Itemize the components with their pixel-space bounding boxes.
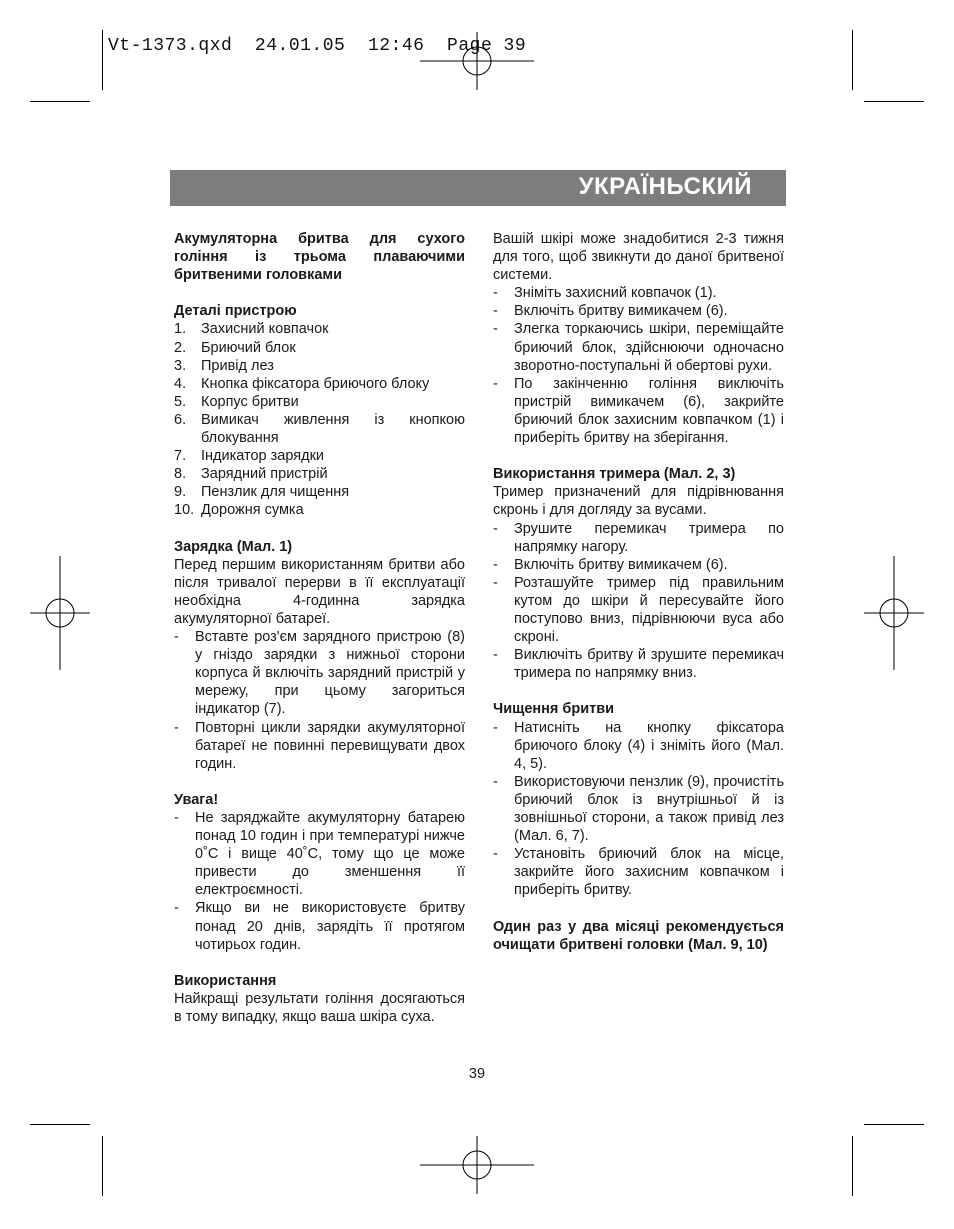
list-item: - Вставте роз'єм зарядного пристрою (8) у гніздо зарядки з нижньої сторони корпуса й включіть зарядний пристрій у мережу, при цьому загориться індикатор (7).: [174, 629, 465, 718]
crop-mark: [30, 101, 90, 102]
parts-title: Деталі пристрою: [174, 303, 297, 320]
list-item: 9. Пензлик для чищення: [174, 484, 350, 501]
recommendation-text: Один раз у два місяці рекомендується очищати бритвені головки (Мал. 9, 10): [493, 918, 784, 953]
page-number: 39: [468, 1066, 486, 1082]
trimmer-title: Використання тримера (Мал. 2, 3): [493, 466, 736, 483]
list-item: 7. Індикатор зарядки: [174, 448, 325, 465]
cleaning-list: [493, 719, 784, 900]
list-item: 1. Захисний ковпачок: [174, 321, 329, 338]
list-item: 5. Корпус бритви: [174, 393, 299, 410]
list-item: - Використовуючи пензлик (9), прочистіть бриючий блок із внутрішньої й із зовнішньої сторони, а також привід лез (Мал. 6, 7).: [493, 773, 784, 845]
list-item: - Злегка торкаючись шкіри, переміщайте бриючий блок, здійснюючи одночасно зворотно-поступальні й обертові рухи.: [493, 321, 784, 374]
warning-title: Увага!: [174, 791, 219, 808]
list-item: - Виключіть бритву й зрушите перемикач тримера по напрямку вниз.: [493, 647, 784, 682]
crop-mark: [30, 1124, 90, 1125]
list-item: - Розташуйте тример під правильним кутом до шкіри й пересувайте його поступово вниз, підрівнюючи вуса або скроні.: [493, 574, 784, 646]
trimmer-text: Тример призначений для підрівнювання скронь і для догляду за вусами.: [493, 484, 784, 519]
print-slug: Vt-1373.qxd 24.01.05 12:46 Page 39: [108, 36, 527, 56]
usage-list: [493, 284, 784, 447]
charging-list: [174, 628, 465, 773]
registration-mark-icon: [30, 556, 90, 670]
list-item: - Натисніть на кнопку фіксатора бриючого блоку (4) і зніміть його (Мал. 4, 5).: [493, 719, 784, 772]
registration-mark-icon: [864, 556, 924, 670]
usage-title: Використання: [174, 972, 277, 989]
left-column: [174, 230, 465, 1026]
language-banner: [170, 170, 786, 206]
charging-text: Перед першим використанням бритви або після тривалої перерви в її експлуатації необхідна 4-годинна зарядка акумуляторної батареї.: [174, 556, 465, 627]
list-item: 2. Бриючий блок: [174, 339, 296, 356]
crop-mark: [864, 1124, 924, 1125]
list-item: - Включіть бритву вимикачем (6).: [493, 303, 728, 320]
list-item: 4. Кнопка фіксатора бриючого блоку: [174, 375, 430, 392]
intro-title: Акумуляторна бритва для сухого гоління із трьома плаваючими бритвеними головками: [174, 231, 465, 284]
list-item: 6. Вимикач живлення із кнопкою блокування: [174, 411, 465, 447]
crop-mark: [852, 30, 853, 90]
list-item: - Установіть бриючий блок на місце, закрийте його захисним ковпачком і приберіть бритву.: [493, 846, 784, 899]
crop-mark: [102, 30, 103, 90]
list-item: - Включіть бритву вимикачем (6).: [493, 556, 728, 573]
list-item: - По закінченню гоління виключіть пристрій вимикачем (6), закрийте бриючий блок захисним ковпачком (1) і приберіть бритву на зберігання.: [493, 375, 784, 447]
charging-title: Зарядка (Мал. 1): [174, 538, 293, 555]
parts-list: [174, 320, 465, 519]
list-item: - Повторні цикли зарядки акумуляторної батареї не повинні перевищувати двох годин.: [174, 719, 465, 772]
cleaning-title: Чищення бритви: [493, 701, 615, 718]
right-column: [493, 230, 784, 954]
list-item: - Зніміть захисний ковпачок (1).: [493, 285, 717, 302]
list-item: 3. Привід лез: [174, 357, 274, 374]
crop-mark: [852, 1136, 853, 1196]
usage-continued-text: Вашій шкірі може знадобитися 2-3 тижня для того, щоб звикнути до даної бритвеної системи.: [493, 231, 784, 284]
crop-mark: [102, 1136, 103, 1196]
list-item: - Не заряджайте акумуляторну батарею понад 10 годин і при температурі нижче 0˚С і вище 40˚С, тому що це може привести до зменшення її електроємності.: [174, 810, 465, 899]
banner-title: УКРАЇНЬСКИЙ: [578, 173, 752, 200]
list-item: - Якщо ви не використовуєте бритву понад 20 днів, зарядіть її протягом чотирьох годин.: [174, 900, 465, 953]
list-item: 8. Зарядний пристрій: [174, 466, 328, 483]
warning-list: [174, 809, 465, 954]
list-item: 10. Дорожня сумка: [174, 502, 304, 519]
trimmer-list: [493, 520, 784, 683]
usage-text: Найкращі результати гоління досягаються в тому випадку, якщо ваша шкіра суха.: [174, 990, 465, 1026]
registration-mark-icon: [420, 32, 534, 90]
list-item: - Зрушите перемикач тримера по напрямку нагору.: [493, 520, 784, 555]
registration-mark-icon: [420, 1136, 534, 1194]
crop-mark: [864, 101, 924, 102]
